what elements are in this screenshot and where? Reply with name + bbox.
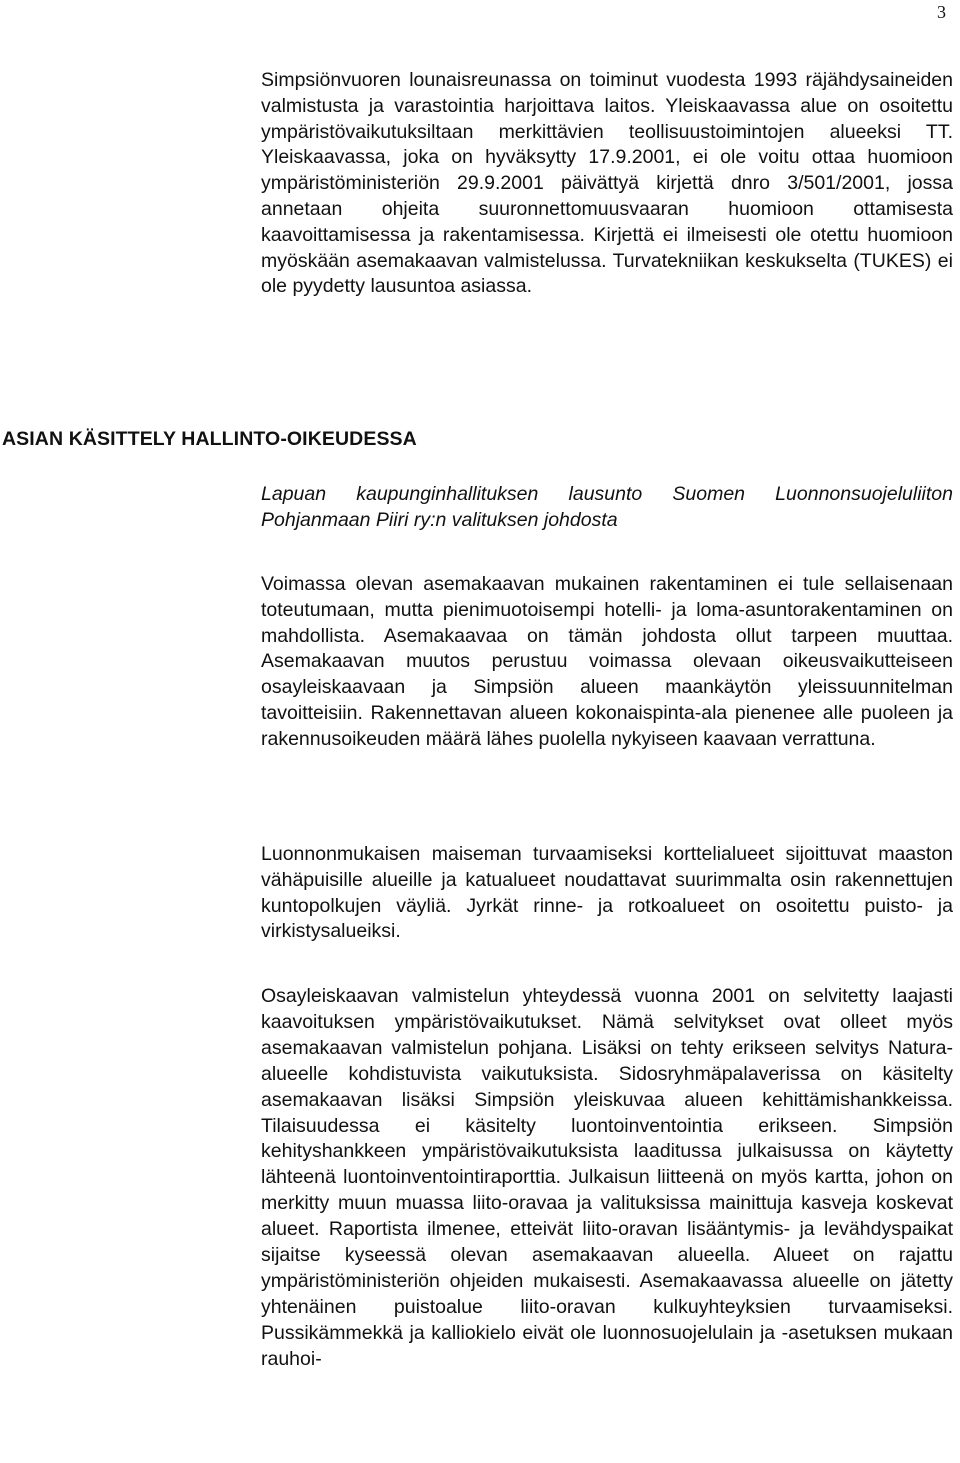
- subheading: Lapuan kaupunginhallituksen lausunto Suomen Luonnonsuojeluliiton Pohjanmaan Piiri ry:n valituksen johdosta: [261, 483, 953, 531]
- body-paragraph-3: Osayleiskaavan valmistelun yhteydessä vuonna 2001 on selvitetty laajasti kaavoituksen ympäristövaikutukset. Nämä selvitykset ovat olleet myös asemakaavan valmistelun pohjana. Lisäksi on tehty erikseen selvitys Natura-alueelle kohdistuvista vaikutuksista. Sidosryhmäpalaverissa on käsitelty asemakaavan lisäksi Simpsiön yleiskuvaa alueen kehittämishankkeissa. Tilaisuudessa ei käsitelty luontoinventointia erikseen. Simpsiön kehityshankkeen ympäristövaikutuksista laaditussa julkaisussa on käytetty lähteenä luontoinventointiraporttia. Julkaisun liitteenä on myös kartta, johon on merkitty muun muassa liito-oravaa ja valituksissa mainittuja kasveja koskevat alueet. Raportista ilmenee, etteivät liito-oravan lisääntymis- ja levähdyspaikat sijaitse kyseessä olevan asemakaavan alueella. Alueet on rajattu ympäristöministeriön ohjeiden mukaisesti. Asemakaavassa alueelle on jätetty yhtenäinen puistoalue liito-oravan kulkuyhteyksien turvaamiseksi. Pussikämmekkä ja kalliokielo eivät ole luonnosuojelulain ja -asetuksen mukaan rauhoi-: [261, 985, 953, 1370]
- body-paragraph-1: Voimassa olevan asemakaavan mukainen rakentaminen ei tule sellaisenaan toteutumaan, mutta pienimuotoisempi hotelli- ja loma-asuntorakentaminen on mahdollista. Asemakaavaa on tämän johdosta ollut tarpeen muuttaa. Asemakaavan muutos perustuu voimassa olevaan oikeusvaikutteiseen osayleiskaavaan ja Simpsiön alueen maankäytön yleissuunnitelman tavoitteisiin. Rakennettavan alueen kokonaispinta-ala pienenee alle puoleen ja rakennusoikeuden määrä lähes puolella nykyiseen kaavaan verrattuna.: [261, 573, 953, 750]
- intro-paragraph: Simpsiönvuoren lounaisreunassa on toiminut vuodesta 1993 räjähdysaineiden valmistusta ja varastointia harjoittava laitos. Yleiskaavassa alue on osoitettu ympäristövaikutuksiltaan merkittävien teollisuustoimintojen alueeksi TT. Yleiskaavassa, joka on hyväksytty 17.9.2001, ei ole voitu ottaa huomioon ympäristöministeriön 29.9.2001 päivättyä kirjettä dnro 3/501/2001, jossa annetaan ohjeita suuronnettomuusvaaran huomioon ottamisesta kaavoittamisessa ja rakentamisessa. Kirjettä ei ilmeisesti ole otettu huomioon myöskään asemakaavan valmistelussa. Turvatekniikan keskukselta (TUKES) ei ole pyydetty lausuntoa asiassa.: [261, 69, 953, 298]
- body-paragraph-2: Luonnonmukaisen maiseman turvaamiseksi korttelialueet sijoittuvat maaston vähäpuisille alueille ja katualueet noudattavat suurimmalta osin rakennettujen kuntopolkujen väyliä. Jyrkät rinne- ja rotkoalueet on osoitettu puisto- ja virkistysalueiksi.: [261, 843, 953, 943]
- page-number: 3: [937, 2, 946, 22]
- section-heading: ASIAN KÄSITTELY HALLINTO-OIKEUDESSA: [2, 428, 417, 450]
